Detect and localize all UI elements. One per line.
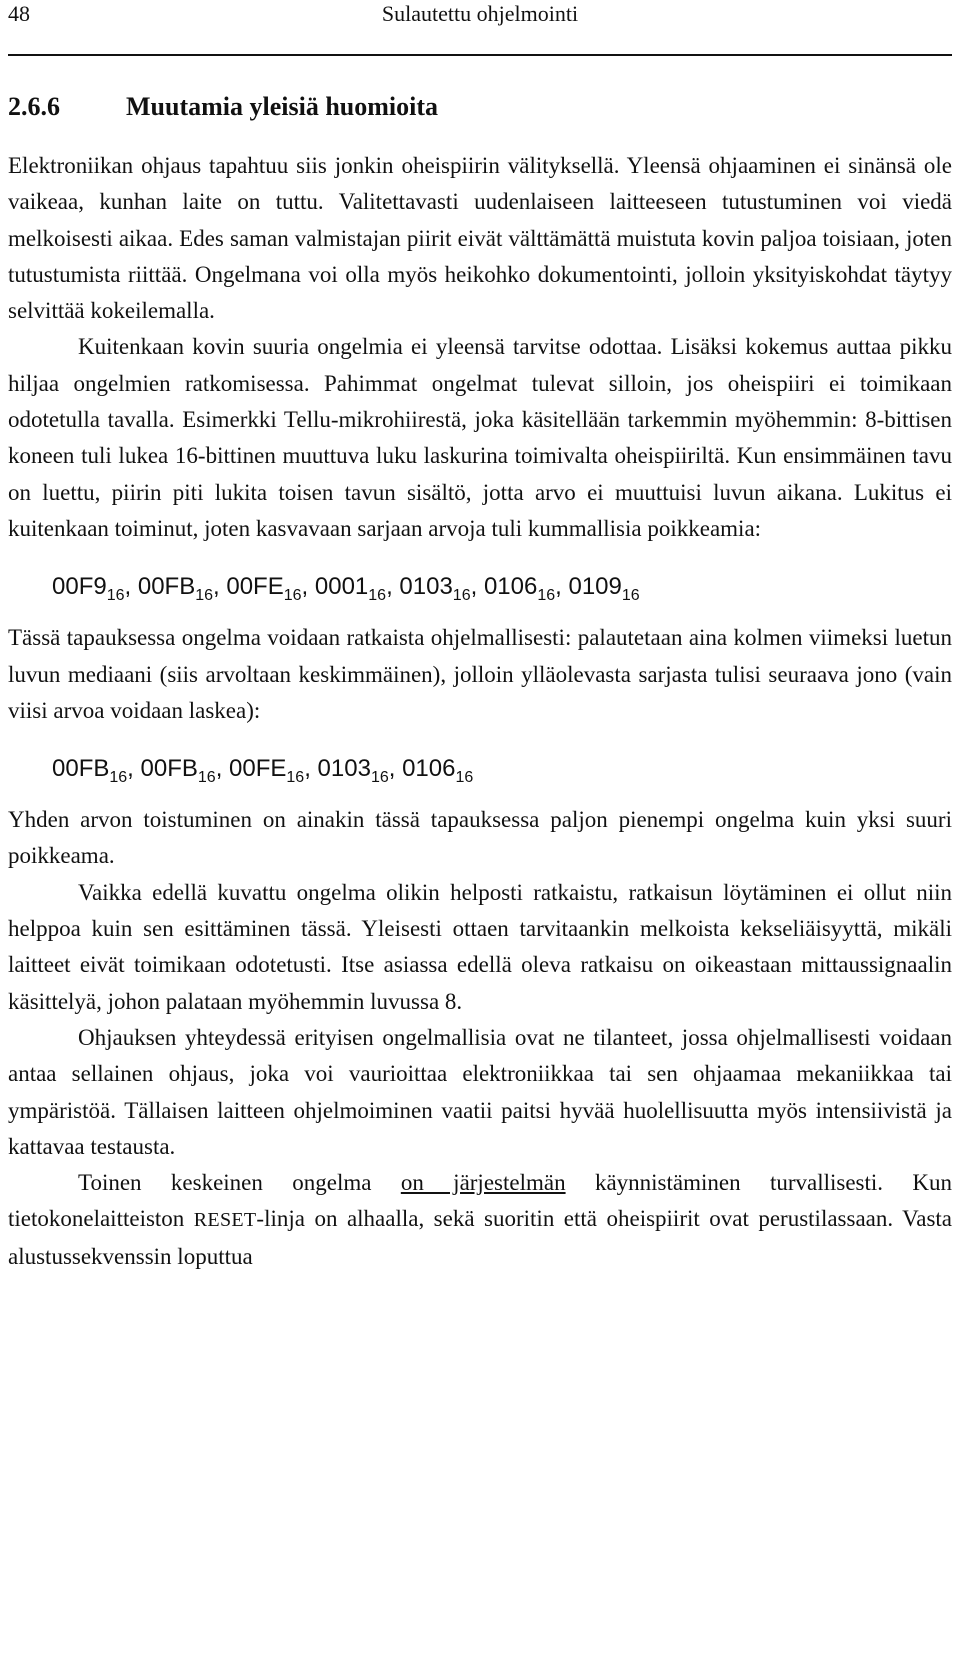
running-title: Sulautettu ohjelmointi	[381, 1, 579, 26]
hex-value: 0109	[568, 573, 622, 601]
paragraph: Ohjauksen yhteydessä erityisen ongelmallisia ovat ne tilanteet, jossa ohjelmallisesti voidaan antaa sellainen ohjaus, joka voi vaurioittaa elektroniikkaa tai sen ohjaamaa mekaniikkaa tai ympäristöä. Tällaisen laitteen ohjelmoiminen vaatii paitsi hyvää huolellisuutta myös intensiivistä ja kattavaa testausta.	[8, 1024, 952, 1159]
hex-base: 16	[109, 769, 128, 787]
hex-base: 16	[370, 769, 389, 787]
hex-value: 00FE	[226, 573, 284, 601]
section-heading	[8, 90, 438, 124]
hex-value: 00FB	[52, 755, 110, 783]
hex-base: 16	[283, 587, 302, 605]
paragraph	[8, 1165, 952, 1275]
text-run: -linja on alhaalla, sekä suoritin että oheispiirit ovat perustilassaan. Vasta alustussekvenssin loputtua	[8, 1206, 952, 1269]
hex-value: 0106	[483, 573, 538, 601]
page-header	[8, 0, 952, 28]
hex-base: 16	[195, 587, 214, 605]
hex-base: 16	[368, 587, 387, 605]
hex-value: 00F9	[52, 573, 107, 601]
hex-base: 16	[455, 769, 474, 787]
hex-base: 16	[452, 587, 471, 605]
section-title: Muutamia yleisiä huomioita	[126, 92, 439, 121]
hex-value: 00FE	[229, 755, 287, 783]
hex-base: 16	[537, 587, 556, 605]
hex-sequence-2: $00FB_{16}$, $00FB_{16}$, $00FE_{16}$, $0103_{16}$, $0106_{16}$	[52, 755, 474, 787]
hex-base: 16	[286, 769, 305, 787]
hex-value: 00FB	[140, 755, 198, 783]
hex-value: 0103	[399, 573, 453, 601]
hex-base: 16	[621, 587, 640, 605]
hex-value: 0103	[317, 755, 371, 783]
paragraph: Elektroniikan ohjaus tapahtuu siis jonkin oheispiirin välityksellä. Yleensä ohjaaminen ei sinänsä ole vaikeaa, kunhan laite on tuttu. Valitettavasti uudenlaiseen laitteeseen tutustuminen voi viedä melkoisesti aikaa. Edes saman valmistajan piirit eivät välttämättä muistuta kovin paljoa toisiaan, joten tutustumista riittää. Ongelmana voi olla myös heikohko dokumentointi, jolloin yksityiskohdat täytyy selvittää kokeilemalla.	[8, 153, 952, 324]
paragraph: Vaikka edellä kuvattu ongelma olikin helposti ratkaistu, ratkaisun löytäminen ei ollut niin helppoa kuin sen esittäminen tässä. Yleisesti ottaen tarvitaankin melkoista kekseliäisyyttä, mikäli laitteet eivät toimikaan odotetusti. Itse asiassa edellä oleva ratkaisu on oikeastaan mittaussignaalin käsittelyä, johon palataan myöhemmin luvussa 8.	[8, 879, 952, 1014]
page-number: 48	[8, 1, 30, 26]
body-text	[8, 148, 952, 1275]
section-number: 2.6.6	[8, 92, 60, 121]
header-rule	[8, 54, 952, 56]
paragraph: Tässä tapauksessa ongelma voidaan ratkaista ohjelmallisesti: palautetaan aina kolmen viimeksi luetun luvun mediaani (siis arvoltaan keskimmäinen), jolloin ylläolevasta sarjasta tulisi seuraava jono (vain viisi arvoa voidaan laskea):	[8, 625, 952, 723]
hex-value: 0106	[402, 755, 456, 783]
text-run: Toinen keskeinen ongelma	[78, 1170, 401, 1196]
hex-value: 00FB	[137, 573, 196, 601]
underlined-text: on järjestelmän	[400, 1170, 566, 1196]
paragraph: Yhden arvon toistuminen on ainakin tässä tapauksessa paljon pienempi ongelma kuin yksi suuri poikkeama.	[8, 807, 952, 869]
hex-value: 0001	[314, 573, 369, 601]
text-run: käynnistäminen turvallisesti. Kun tietokonelaitteiston	[8, 1170, 952, 1232]
hex-base: 16	[197, 769, 216, 787]
hex-base: 16	[106, 587, 125, 605]
paragraph: Kuitenkaan kovin suuria ongelmia ei yleensä tarvitse odottaa. Lisäksi kokemus auttaa pikku hiljaa ongelmien ratkomisessa. Pahimmat ongelmat tulevat silloin, jos oheispiiri ei toimikaan odotetulla tavalla. Esimerkki Tellu-mikrohiirestä, joka käsitellään tarkemmin myöhemmin: 8-bittisen koneen tuli lukea 16-bittinen muuttuva luku laskurina toimivalta oheispiiriltä. Kun ensimmäinen tavu on luettu, piirin piti lukita toisen tavun sisältö, jotta arvo ei muuttuisi luvun aikana. Lukitus ei kuitenkaan toiminut, joten kasvavaan sarjaan arvoja tuli kummallisia poikkeamia:	[8, 334, 952, 541]
hex-sequence-1: $00F9_{16}$, $00FB_{16}$, $00FE_{16}$, $0001_{16}$, $0103_{16}$, $0106_{16}$, $0109_{16}$	[52, 573, 640, 605]
reset-signal-name: RESET	[193, 1209, 257, 1232]
